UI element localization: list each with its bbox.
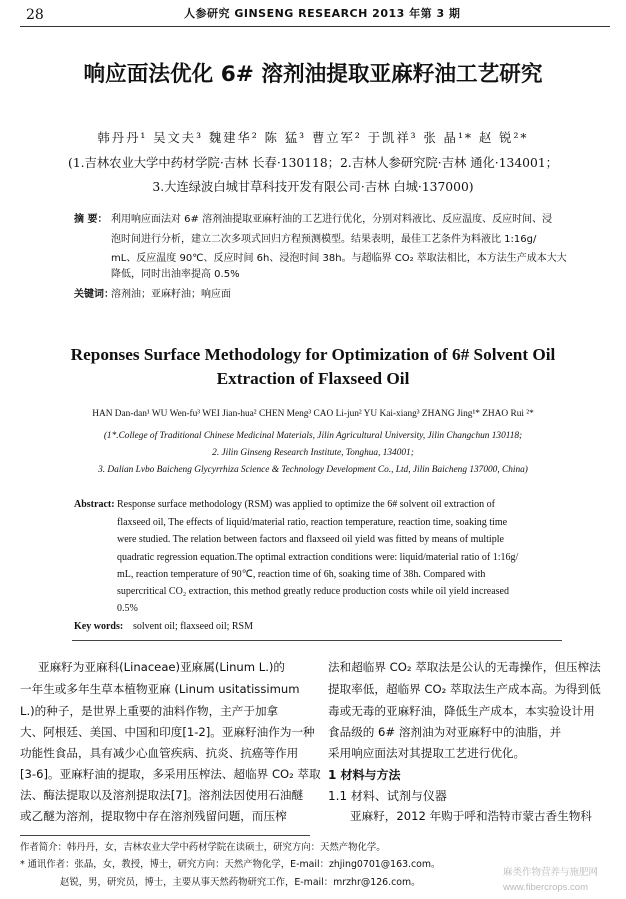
page-number: 28 (26, 7, 44, 23)
body-line: 功能性食品，具有减少心血管疾病、抗炎、抗癌等作用 (20, 746, 299, 760)
footnote-line: 作者简介：韩丹丹，女，吉林农业大学中药材学院在读硕士，研究方向：天然产物化学。 (20, 842, 386, 853)
abstract-cn-line: 泡时间进行分析，建立二次多项式回归方程预测模型。结果表明，最佳工艺条件为料液比 1:16g/ (111, 234, 537, 245)
paper-title-en-line: Reponses Surface Methodology for Optimization of 6# Solvent Oil (70, 345, 556, 364)
header-rule (20, 26, 610, 27)
abstract-en-label: Abstract: (74, 499, 115, 510)
abstract-en-line: Response surface methodology (RSM) was applied to optimize the 6# solvent oil extraction of (117, 499, 495, 510)
footnote-line: 赵锐，男，研究员，博士，主要从事天然药物研究工作，E-mail：mrzhr@126.com。 (60, 877, 421, 888)
body-line: 毒或无毒的亚麻籽油，降低生产成本，本实验设计用 (328, 704, 595, 718)
affiliation-cn-line: (1.吉林农业大学中药材学院·吉林 长春·130118；2.吉林人参研究院·吉林 通化·134001； (68, 156, 558, 170)
abstract-en-line: supercritical CO₂ extraction, this method greatly reduce production costs while oil yield increased (117, 586, 509, 597)
abstract-en-line: quadratic regression equation.The optimal extraction conditions were: liquid/material ratio of 1:16g/ (117, 552, 519, 563)
body-line: 提取率低，超临界 CO₂ 萃取法生产成本高。为得到低 (328, 682, 601, 696)
affiliation-cn-line: 3.大连绿波白城甘草科技开发有限公司·吉林 白城·137000) (152, 180, 474, 194)
keywords-cn-text: 溶剂油；亚麻籽油；响应面 (111, 289, 231, 300)
affiliation-en-line: (1*.College of Traditional Chinese Medicinal Materials, Jilin Agricultural University, Jilin Changchun 130118; (103, 431, 523, 441)
body-line: 法和超临界 CO₂ 萃取法是公认的无毒操作，但压榨法 (328, 660, 601, 674)
body-line: 亚麻籽，2012 年购于呼和浩特市蒙古香生物科 (350, 809, 592, 823)
footnote-rule (20, 835, 310, 836)
journal-header: 人参研究 GINSENG RESEARCH 2013 年第 3 期 (184, 7, 461, 20)
keywords-en-label: Key words: (74, 621, 124, 632)
watermark-line: 麻类作物营养与施肥网 (503, 867, 599, 878)
abstract-en-line: 0.5% (117, 603, 138, 614)
body-line: 大、阿根廷、美国、中国和印度[1-2]。亚麻籽油作为一种 (20, 725, 315, 739)
abstract-cn-line: mL、反应温度 90℃、反应时间 6h、浸泡时间 38h。与超临界 CO₂ 萃取法相比，本方法生产成本大大 (111, 253, 567, 264)
body-line: 法、酶法提取以及溶剂提取法[7]。溶剂法因使用石油醚 (20, 788, 304, 802)
body-line: 一年生或多年生草本植物亚麻 (Linum usitatissimum (20, 682, 300, 696)
section-heading: 1 材料与方法 (328, 768, 401, 782)
body-line: L.)的种子，是世界上重要的油料作物，主产于加拿 (20, 704, 279, 718)
watermark-line: www.fibercrops.com (503, 882, 588, 893)
body-line: [3-6]。亚麻籽油的提取，多采用压榨法、超临界 CO₂ 萃取 (20, 767, 321, 781)
keywords-cn-label: 关键词： (74, 289, 114, 300)
affiliation-en-line: 2. Jilin Ginseng Research Institute, Tonghua, 134001; (212, 448, 414, 458)
body-line: 采用响应面法对其提取工艺进行优化。 (328, 746, 526, 760)
footnote-line: * 通讯作者：张晶，女，教授，博士，研究方向：天然产物化学，E-mail：zhjing0701@163.com。 (20, 859, 441, 870)
abstract-divider (72, 640, 562, 641)
subsection-heading: 1.1 材料、试剂与仪器 (328, 789, 447, 803)
abstract-cn-line: 降低，同时出油率提高 0.5% (111, 269, 240, 280)
body-line: 或乙醚为溶剂，提取物中存在溶剂残留问题，而压榨 (20, 809, 287, 823)
abstract-en-line: were studied. The relation between factors and flaxseed oil yield was fitted by means of multiple (117, 534, 504, 545)
abstract-cn-line: 利用响应面法对 6# 溶剂油提取亚麻籽油的工艺进行优化，分别对料液比、反应温度、反应时间、浸 (111, 214, 553, 225)
paper-title-en-line: Extraction of Flaxseed Oil (216, 369, 410, 388)
body-line: 亚麻籽为亚麻科(Linaceae)亚麻属(Linum L.)的 (38, 660, 286, 674)
affiliation-en-line: 3. Dalian Lvbo Baicheng Glycyrrhiza Science & Technology Development Co., Ltd, Jilin Baicheng 137000, China) (98, 465, 528, 475)
authors-cn: 韩丹丹¹ 吴文夫³ 魏建华² 陈 猛³ 曹立军² 于凯祥³ 张 晶¹* 赵 锐²* (97, 131, 529, 145)
abstract-en-line: mL, reaction temperature of 90℃, reaction time of 6h, soaking time of 38h. Compared with (117, 569, 486, 580)
authors-en: HAN Dan-dan¹ WU Wen-fu³ WEI Jian-hua² CHEN Meng³ CAO Li-jun² YU Kai-xiang³ ZHANG Jing¹* ZHAO Rui ²* (92, 409, 534, 419)
body-line: 食品级的 6# 溶剂油为对亚麻籽中的油脂，并 (328, 725, 562, 739)
paper-title-cn: 响应面法优化 6# 溶剂油提取亚麻籽油工艺研究 (83, 62, 543, 87)
abstract-en-line: flaxseed oil, The effects of liquid/material ratio, reaction temperature, reaction time, soaking time (117, 517, 508, 528)
abstract-cn-label: 摘 要： (74, 214, 108, 225)
keywords-en-text: solvent oil; flaxseed oil; RSM (133, 621, 253, 632)
running-header (0, 0, 626, 32)
